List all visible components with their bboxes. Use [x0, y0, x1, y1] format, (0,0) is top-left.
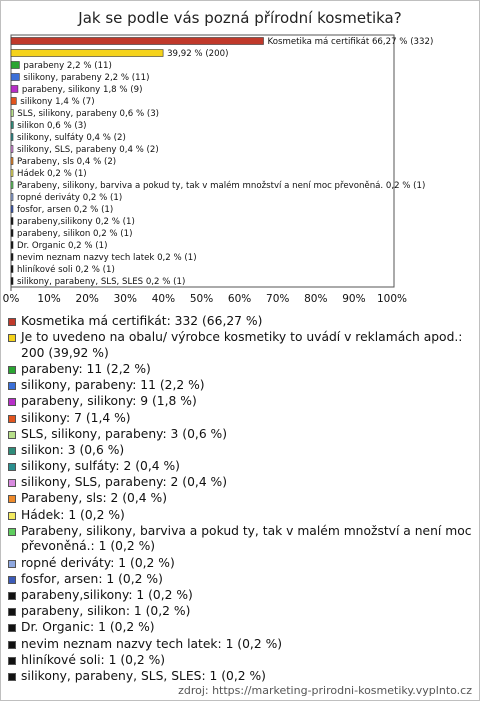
legend-item: [8, 588, 476, 604]
bar-label: 39,92 % (200): [167, 49, 229, 59]
bar-label: silikon 0,6 % (3): [17, 121, 87, 131]
legend-item: [8, 653, 476, 669]
legend-item: [8, 362, 476, 378]
legend-swatch: [8, 318, 16, 326]
bar: [11, 242, 13, 249]
legend-label: fosfor, arsen: 1 (0,2 %): [21, 571, 163, 586]
legend-swatch: [8, 463, 16, 471]
chart-legend: [8, 314, 476, 685]
legend-label: silikony: 7 (1,4 %): [21, 410, 131, 425]
legend-label: Dr. Organic: 1 (0,2 %): [21, 620, 155, 635]
legend-swatch: [8, 366, 16, 374]
x-tick-label: 80%: [304, 293, 328, 305]
bar-label: parabeny,silikony 0,2 % (1): [17, 217, 135, 227]
bar-label: silikony, sulfáty 0,4 % (2): [17, 133, 126, 143]
x-tick-label: 60%: [227, 293, 252, 305]
bar-label: Parabeny, silikony, barviva a pokud ty, tak v malém množství a není moc převoněná. 0,2 % (1): [17, 181, 426, 191]
x-tick-label: 70%: [266, 293, 290, 305]
legend-label: silikony, sulfáty: 2 (0,4 %): [21, 459, 180, 474]
legend-label: nevim neznam nazvy tech latek: 1 (0,2 %): [21, 636, 283, 651]
bar: [11, 170, 13, 177]
legend-label: silikon: 3 (0,6 %): [21, 442, 125, 457]
bar: [11, 122, 13, 129]
x-tick-label: 40%: [151, 293, 176, 305]
legend-item: [8, 572, 476, 588]
legend-item: [8, 314, 476, 330]
x-tick-label: 90%: [342, 293, 366, 305]
bar: [11, 278, 13, 285]
legend-item: [8, 459, 476, 475]
bar: [11, 110, 13, 117]
bar: [11, 50, 163, 57]
legend-item: [8, 378, 476, 394]
legend-label: Je to uvedeno na obalu/ výrobce kosmetiky to uvádí v reklamách apod.: 200 (39,92 %): [21, 330, 463, 360]
legend-label: silikony, parabeny, SLS, SLES: 1 (0,2 %): [21, 668, 266, 683]
bar: [11, 230, 13, 237]
bar-label: SLS, silikony, parabeny 0,6 % (3): [17, 109, 160, 119]
bar-label: ropné deriváty 0,2 % (1): [17, 193, 123, 203]
legend-label: Hádek: 1 (0,2 %): [21, 507, 125, 522]
legend-swatch: [8, 673, 16, 681]
legend-item: [8, 491, 476, 507]
bar-label: fosfor, arsen 0,2 % (1): [17, 205, 114, 215]
legend-label: Parabeny, silikony, barviva a pokud ty, tak v malém množství a není moc převoněná.: 1 (0,2 %): [21, 523, 472, 554]
legend-swatch: [8, 495, 16, 503]
legend-swatch: [8, 479, 16, 487]
x-tick-label: 30%: [113, 293, 137, 305]
bar: [11, 74, 19, 81]
legend-label: silikony, SLS, parabeny: 2 (0,4 %): [21, 475, 228, 490]
legend-label: ropné deriváty: 1 (0,2 %): [21, 555, 175, 570]
x-tick-label: 50%: [189, 293, 214, 305]
legend-item: [8, 637, 476, 653]
bar-chart: [0, 0, 480, 310]
bar-label: silikony, SLS, parabeny 0,4 % (2): [17, 145, 159, 155]
legend-swatch: [8, 528, 16, 536]
legend-label: parabeny, silikon: 1 (0,2 %): [21, 604, 191, 619]
legend-swatch: [8, 657, 16, 665]
legend-label: parabeny, silikony: 9 (1,8 %): [21, 394, 197, 409]
legend-swatch: [8, 576, 16, 584]
bar: [11, 266, 13, 273]
bar-label: silikony, parabeny, SLS, SLES 0,2 % (1): [17, 277, 186, 287]
legend-swatch: [8, 641, 16, 649]
bar: [11, 98, 16, 105]
legend-item: [8, 556, 476, 572]
x-tick-label: 10%: [37, 293, 61, 305]
x-tick-label: 100%: [376, 293, 408, 305]
legend-item: [8, 330, 476, 361]
bar-label: Dr. Organic 0,2 % (1): [17, 241, 108, 251]
legend-swatch: [8, 512, 16, 520]
legend-item: [8, 443, 476, 459]
bar-label: Hádek 0,2 % (1): [17, 169, 87, 179]
legend-label: silikony, parabeny: 11 (2,2 %): [21, 378, 205, 393]
bar-label: hliníkové soli 0,2 % (1): [17, 265, 115, 275]
bar: [11, 38, 264, 45]
source-link[interactable]: zdroj: https://marketing-prirodni-kosmetiky.vyplnto.cz: [178, 684, 472, 697]
legend-label: Parabeny, sls: 2 (0,4 %): [21, 491, 168, 506]
legend-swatch: [8, 560, 16, 568]
bar: [11, 146, 13, 153]
legend-swatch: [8, 624, 16, 632]
bar-label: silikony 1,4 % (7): [20, 97, 95, 107]
legend-item: [8, 669, 476, 685]
bar-label: parabeny, silikony 1,8 % (9): [21, 85, 143, 95]
legend-swatch: [8, 447, 16, 455]
bar: [11, 62, 19, 69]
bar: [11, 254, 13, 261]
bar: [11, 218, 13, 225]
legend-item: [8, 604, 476, 620]
bar: [11, 158, 13, 165]
bar: [11, 194, 13, 201]
legend-item: [8, 524, 476, 555]
legend-label: SLS, silikony, parabeny: 3 (0,6 %): [21, 426, 228, 441]
legend-label: parabeny,silikony: 1 (0,2 %): [21, 588, 193, 602]
legend-label: parabeny: 11 (2,2 %): [21, 361, 151, 376]
legend-item: [8, 411, 476, 427]
legend-swatch: [8, 398, 16, 406]
chart-title: Jak se podle vás pozná přírodní kosmetika?: [78, 9, 402, 27]
legend-swatch: [8, 382, 16, 390]
bar-label: nevim neznam nazvy tech latek 0,2 % (1): [17, 253, 197, 263]
bar: [11, 182, 13, 189]
legend-item: [8, 394, 476, 410]
bar-label: parabeny 2,2 % (11): [23, 61, 112, 71]
legend-item: [8, 620, 476, 636]
legend-label: hliníkové soli: 1 (0,2 %): [21, 652, 166, 667]
bar-label: silikony, parabeny 2,2 % (11): [23, 73, 150, 83]
x-tick-label: 20%: [75, 293, 99, 305]
legend-item: [8, 427, 476, 443]
legend-label: Kosmetika má certifikát: 332 (66,27 %): [21, 314, 263, 328]
legend-swatch: [8, 334, 16, 342]
legend-swatch: [8, 592, 16, 600]
bar: [11, 206, 13, 213]
legend-swatch: [8, 608, 16, 616]
x-tick-label: 0%: [2, 293, 20, 305]
bar: [11, 86, 18, 93]
bar-label: Kosmetika má certifikát 66,27 % (332): [267, 37, 434, 47]
legend-swatch: [8, 415, 16, 423]
bar-label: Parabeny, sls 0,4 % (2): [17, 157, 117, 167]
legend-item: [8, 475, 476, 491]
bar-label: parabeny, silikon 0,2 % (1): [17, 229, 133, 239]
legend-swatch: [8, 431, 16, 439]
legend-item: [8, 508, 476, 524]
bar: [11, 134, 13, 141]
